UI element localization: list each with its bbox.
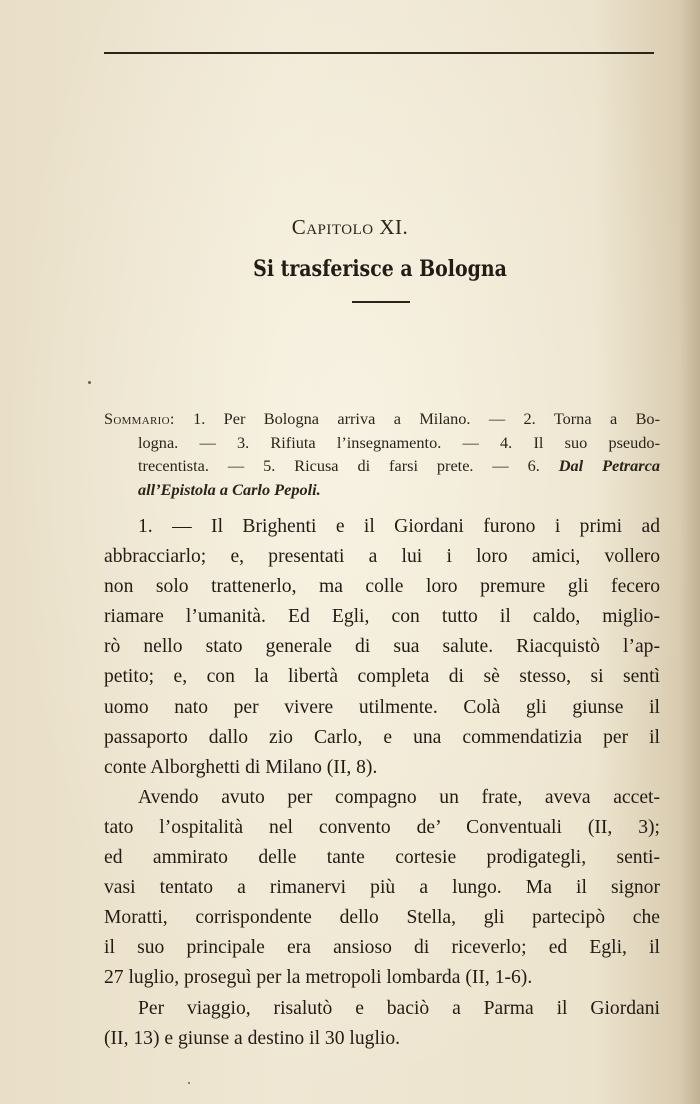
summary-italic: Dal Petrarca: [558, 456, 660, 475]
text-line: Avendo avuto per compagno un frate, aveva accet-: [138, 786, 660, 808]
body-text: [104, 512, 660, 1054]
text-line: petito; e, con la libertà completa di sè stesso, si sentì: [104, 666, 660, 688]
chapter-title: Si trasferisce a Bologna: [253, 256, 507, 282]
summary-line: logna. — 3. Rifiuta l’insegnamento. — 4. Il suo pseudo-: [138, 432, 660, 452]
summary-italic: all’Epistola a Carlo Pepoli.: [138, 479, 321, 499]
summary-line: [104, 407, 660, 431]
title-rule: [352, 301, 410, 303]
summary-line: [104, 478, 660, 502]
text-line: rò nello stato generale di sua salute. Riacquistò l’ap-: [104, 636, 660, 658]
text-line: Per viaggio, risalutò e baciò a Parma il Giordani: [138, 997, 660, 1019]
text-line: tato l’ospitalità nel convento de’ Conventuali (II, 3);: [104, 816, 660, 838]
text-line: passaporto dallo zio Carlo, e una commendatizia per il: [104, 726, 660, 748]
header-rule: [104, 52, 654, 54]
paper-speck: [188, 1082, 190, 1084]
summary-line: [104, 454, 660, 478]
text-line: (II, 13) e giunse a destino il 30 luglio.: [104, 1027, 401, 1049]
text-line: abbracciarlo; e, presentati a lui i loro amici, vollero: [104, 546, 660, 568]
text-line: riamare l’umanità. Ed Egli, con tutto il caldo, miglio-: [104, 606, 660, 628]
summary-text: trecentista. — 5. Ricusa di farsi prete. — 6.: [138, 456, 540, 475]
text-line: 27 luglio, proseguì per la metropoli lombarda (II, 1-6).: [104, 967, 533, 989]
paper-speck: [88, 381, 91, 384]
text-line: Moratti, corrispondente dello Stella, gli partecipò che: [104, 907, 660, 929]
text-line: 1. — Il Brighenti e il Giordani furono i primi ad: [138, 516, 660, 537]
summary-text: 1. Per Bologna arriva a Milano. — 2. Torna a Bo-: [193, 409, 660, 428]
text-line: il suo principale era ansioso di riceverlo; ed Egli, il: [104, 937, 660, 959]
text-line: ed ammirato delle tante cortesie prodigategli, senti-: [104, 847, 660, 869]
text-line: uomo nato per vivere utilmente. Colà gli giunse il: [104, 696, 660, 718]
text-line: conte Alborghetti di Milano (II, 8).: [104, 756, 378, 778]
chapter-label: Capitolo XI.: [291, 215, 409, 239]
summary-label: Sommario:: [104, 409, 175, 428]
text-line: non solo trattenerlo, ma colle loro premure gli fecero: [104, 576, 660, 598]
text-line: vasi tentato a rimanervi più a lungo. Ma il signor: [104, 877, 660, 899]
chapter-summary: [104, 407, 660, 501]
